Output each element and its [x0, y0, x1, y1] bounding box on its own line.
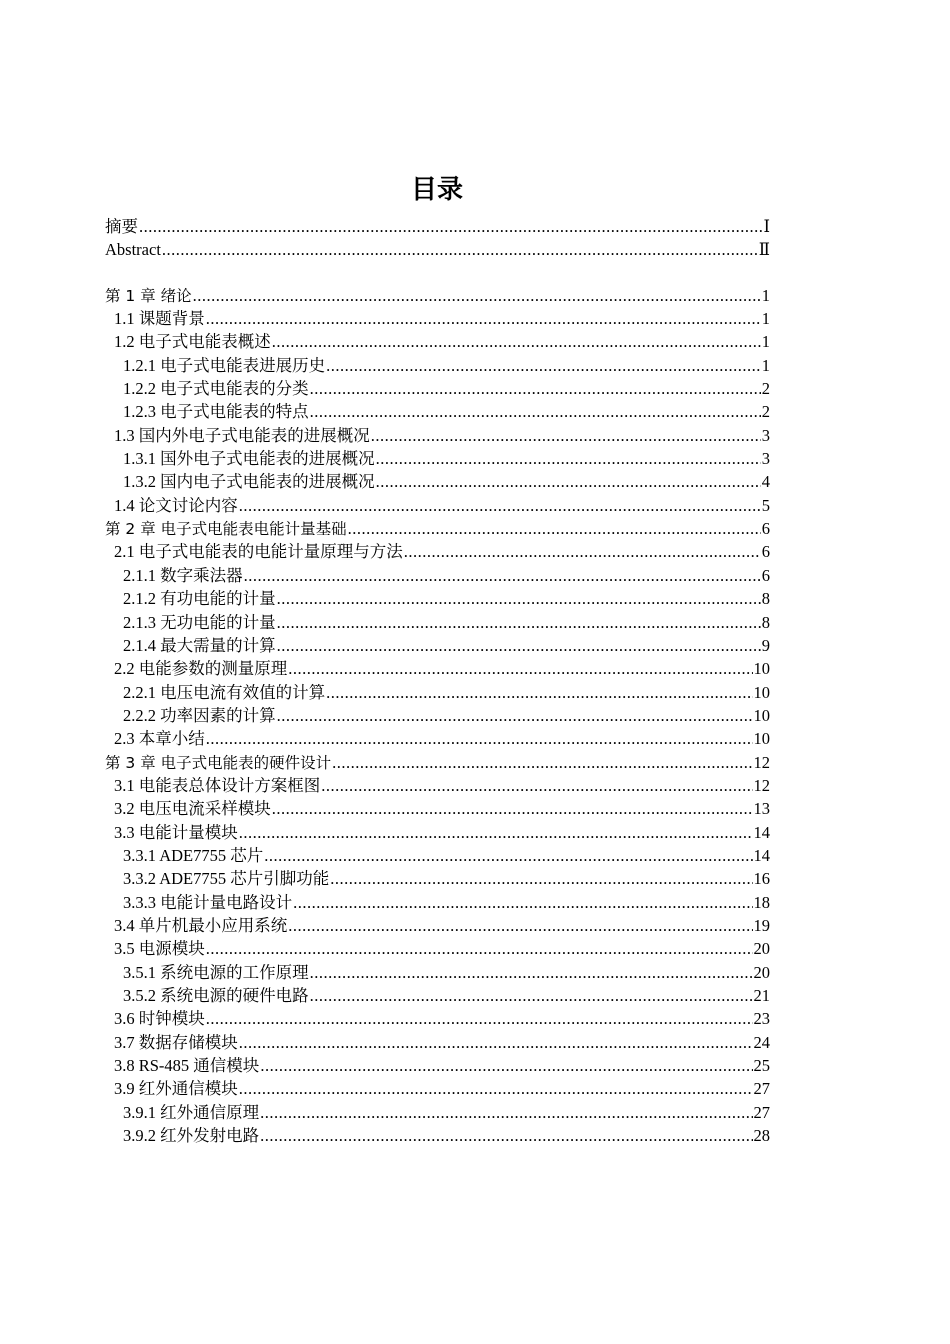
toc-entry-label: 3.6 时钟模块 [114, 1009, 205, 1029]
toc-entry[interactable] [105, 564, 770, 587]
toc-page-number: 24 [753, 1032, 770, 1052]
toc-page-number: 12 [753, 775, 770, 795]
toc-entry[interactable] [105, 540, 770, 563]
toc-entry[interactable] [105, 1101, 770, 1124]
toc-dot-leader [326, 354, 761, 377]
toc-entry[interactable] [105, 354, 770, 377]
toc-page-number: 27 [753, 1079, 770, 1099]
toc-entry-label: 第 1 章 绪论 [105, 286, 192, 305]
toc-entry-label: 1.3.2 国内电子式电能表的进展概况 [123, 472, 375, 492]
toc-entry[interactable] [105, 681, 770, 704]
toc-page-number: 16 [753, 869, 770, 889]
toc-dot-leader [260, 1124, 752, 1147]
toc-page-number: 21 [753, 986, 770, 1005]
toc-entry-label: 3.3.1 ADE7755 芯片 [123, 845, 264, 865]
toc-dot-leader [264, 844, 752, 867]
toc-chapter-entry[interactable] [105, 517, 770, 540]
toc-page-number: 4 [761, 472, 770, 492]
toc-entry[interactable] [105, 238, 770, 261]
toc-entry[interactable] [105, 377, 770, 400]
toc-entry-label: 2.2.2 功率因素的计算 [123, 705, 276, 725]
toc-entry-label: 3.1 电能表总体设计方案框图 [114, 775, 321, 795]
toc-page-number: 6 [761, 542, 770, 562]
toc-dot-leader [330, 867, 752, 890]
toc-entry-label: 1.2 电子式电能表概述 [114, 332, 271, 352]
toc-chapter-entry[interactable] [105, 751, 770, 774]
toc-entry-label: 1.2.1 电子式电能表进展历史 [123, 355, 326, 375]
toc-dot-leader [162, 238, 758, 261]
toc-dot-leader [310, 377, 761, 400]
toc-dot-leader [348, 517, 761, 540]
toc-page-number: 8 [761, 589, 770, 609]
toc-entry[interactable] [105, 867, 770, 890]
toc-page-number: 8 [761, 612, 770, 632]
toc-dot-leader [206, 1007, 753, 1030]
toc-entry-label: 3.5 电源模块 [114, 939, 205, 959]
table-of-contents [105, 215, 770, 1147]
toc-entry[interactable] [105, 704, 770, 727]
toc-page-number: 14 [753, 845, 770, 865]
toc-page-number: 12 [753, 752, 770, 772]
page-title: 目录 [410, 175, 463, 205]
toc-entry-label: 3.5.2 系统电源的硬件电路 [123, 986, 309, 1005]
toc-entry-label: 2.1.1 数字乘法器 [123, 565, 243, 585]
toc-dot-leader [310, 961, 753, 984]
toc-page-number: 10 [753, 705, 770, 725]
toc-entry-label: Abstract [105, 240, 161, 260]
toc-entry-label: 2.1.3 无功电能的计量 [123, 612, 276, 632]
toc-entry[interactable] [105, 937, 770, 960]
toc-entry-label: 3.3 电能计量模块 [114, 822, 238, 842]
toc-dot-leader [321, 774, 752, 797]
toc-page-number: Ⅰ [763, 217, 770, 236]
toc-page-number: 5 [761, 495, 770, 515]
toc-dot-leader [244, 564, 761, 587]
toc-entry[interactable] [105, 400, 770, 423]
toc-entry-label: 2.2 电能参数的测量原理 [114, 659, 288, 679]
toc-page-number: 20 [753, 962, 770, 982]
toc-page-number: 9 [761, 635, 770, 655]
toc-page-number: 10 [753, 659, 770, 679]
toc-entry-label: 3.4 单片机最小应用系统 [114, 915, 288, 935]
toc-page-number: 6 [761, 565, 770, 585]
toc-entry-label: 1.3.1 国外电子式电能表的进展概况 [123, 449, 375, 469]
toc-entry[interactable] [105, 657, 770, 680]
toc-dot-leader [288, 914, 752, 937]
toc-entry[interactable] [105, 891, 770, 914]
toc-dot-leader [376, 447, 761, 470]
toc-dot-leader [193, 284, 761, 307]
toc-entry[interactable] [105, 494, 770, 517]
toc-page-number: 28 [753, 1126, 770, 1146]
toc-entry[interactable] [105, 587, 770, 610]
toc-dot-leader [277, 587, 761, 610]
toc-page-number: 10 [753, 729, 770, 749]
toc-page-number: 20 [753, 939, 770, 959]
toc-entry-label: 2.3 本章小结 [114, 729, 205, 749]
toc-entry-label: 1.2.2 电子式电能表的分类 [123, 379, 309, 399]
toc-page-number: 2 [761, 379, 770, 399]
toc-entry[interactable] [105, 961, 770, 984]
toc-entry-label: 2.1.4 最大需量的计算 [123, 635, 276, 655]
toc-entry-label: 1.4 论文讨论内容 [114, 495, 238, 515]
toc-dot-leader [260, 1101, 752, 1124]
toc-dot-leader [239, 1031, 753, 1054]
toc-entry[interactable] [105, 330, 770, 353]
toc-entry[interactable] [105, 914, 770, 937]
toc-dot-leader [371, 424, 761, 447]
toc-page-number: 19 [753, 915, 770, 935]
toc-page-number: 13 [753, 799, 770, 819]
toc-entry[interactable] [105, 797, 770, 820]
toc-dot-leader [206, 727, 753, 750]
toc-entry-label: 3.8 RS-485 通信模块 [114, 1056, 260, 1076]
toc-entry-label: 3.5.1 系统电源的工作原理 [123, 962, 309, 982]
toc-entry-label: 3.2 电压电流采样模块 [114, 799, 271, 819]
toc-dot-leader [260, 1054, 752, 1077]
toc-dot-leader [277, 704, 753, 727]
toc-page-number: 18 [753, 892, 770, 912]
toc-entry-label: 3.7 数据存储模块 [114, 1032, 238, 1052]
toc-page-number: 2 [761, 402, 770, 422]
toc-entry[interactable] [105, 447, 770, 470]
toc-page-number: 10 [753, 682, 770, 702]
toc-chapter-entry[interactable] [105, 284, 770, 307]
toc-page-number: 1 [761, 285, 770, 305]
toc-entry-label: 3.9.1 红外通信原理 [123, 1102, 260, 1122]
toc-entry[interactable] [105, 1031, 770, 1054]
toc-entry-label: 第 3 章 电子式电能表的硬件设计 [105, 753, 332, 772]
toc-page-number: 27 [753, 1102, 770, 1122]
toc-page-number: 3 [761, 425, 770, 445]
toc-page-number: 23 [753, 1009, 770, 1029]
toc-entry-label: 第 2 章 电子式电能表电能计量基础 [105, 520, 347, 539]
toc-dot-leader [326, 681, 752, 704]
toc-entry-label: 3.9 红外通信模块 [114, 1079, 238, 1099]
toc-entry[interactable] [105, 1124, 770, 1147]
toc-entry-label: 3.9.2 红外发射电路 [123, 1126, 260, 1146]
toc-dot-leader [206, 937, 753, 960]
toc-entry-label: 3.3.3 电能计量电路设计 [123, 892, 293, 912]
toc-entry[interactable] [105, 844, 770, 867]
toc-entry[interactable] [105, 634, 770, 657]
toc-dot-leader [272, 330, 761, 353]
toc-entry-label: 2.1.2 有功电能的计量 [123, 589, 276, 609]
toc-entry[interactable] [105, 611, 770, 634]
toc-dot-leader [310, 984, 753, 1007]
toc-entry[interactable] [105, 307, 770, 330]
toc-page-number: 1 [761, 309, 770, 329]
toc-entry[interactable] [105, 774, 770, 797]
toc-page-number: 1 [761, 355, 770, 375]
toc-entry[interactable] [105, 424, 770, 447]
toc-dot-leader [288, 657, 752, 680]
toc-dot-leader [139, 215, 762, 238]
toc-page-number: 14 [753, 822, 770, 842]
toc-page-number: 3 [761, 449, 770, 469]
toc-entry-label: 2.2.1 电压电流有效值的计算 [123, 682, 326, 702]
toc-entry[interactable] [105, 984, 770, 1007]
toc-dot-leader [310, 400, 761, 423]
toc-dot-leader [277, 611, 761, 634]
toc-page-number: 25 [753, 1056, 770, 1076]
toc-entry[interactable] [105, 1007, 770, 1030]
toc-dot-leader [376, 470, 761, 493]
toc-entry-label: 2.1 电子式电能表的电能计量原理与方法 [114, 542, 403, 562]
toc-entry-label: 摘要 [105, 217, 138, 236]
toc-entry[interactable] [105, 1054, 770, 1077]
toc-dot-leader [239, 1077, 753, 1100]
toc-dot-leader [239, 821, 753, 844]
toc-entry-label: 1.1 课题背景 [114, 309, 205, 329]
toc-page-number: Ⅱ [758, 240, 770, 260]
toc-entry[interactable] [105, 215, 770, 238]
toc-entry[interactable] [105, 470, 770, 493]
toc-dot-leader [277, 634, 761, 657]
toc-dot-leader [332, 751, 752, 774]
toc-dot-leader [239, 494, 761, 517]
toc-dot-leader [272, 797, 753, 820]
toc-dot-leader [404, 540, 761, 563]
toc-entry-label: 1.3 国内外电子式电能表的进展概况 [114, 425, 370, 445]
toc-page-number: 6 [761, 519, 770, 539]
toc-page-number: 1 [761, 332, 770, 352]
toc-entry[interactable] [105, 1077, 770, 1100]
toc-entry-label: 3.3.2 ADE7755 芯片引脚功能 [123, 869, 330, 889]
toc-entry[interactable] [105, 727, 770, 750]
toc-entry-label: 1.2.3 电子式电能表的特点 [123, 402, 309, 422]
toc-dot-leader [293, 891, 752, 914]
toc-entry[interactable] [105, 821, 770, 844]
toc-dot-leader [206, 307, 761, 330]
